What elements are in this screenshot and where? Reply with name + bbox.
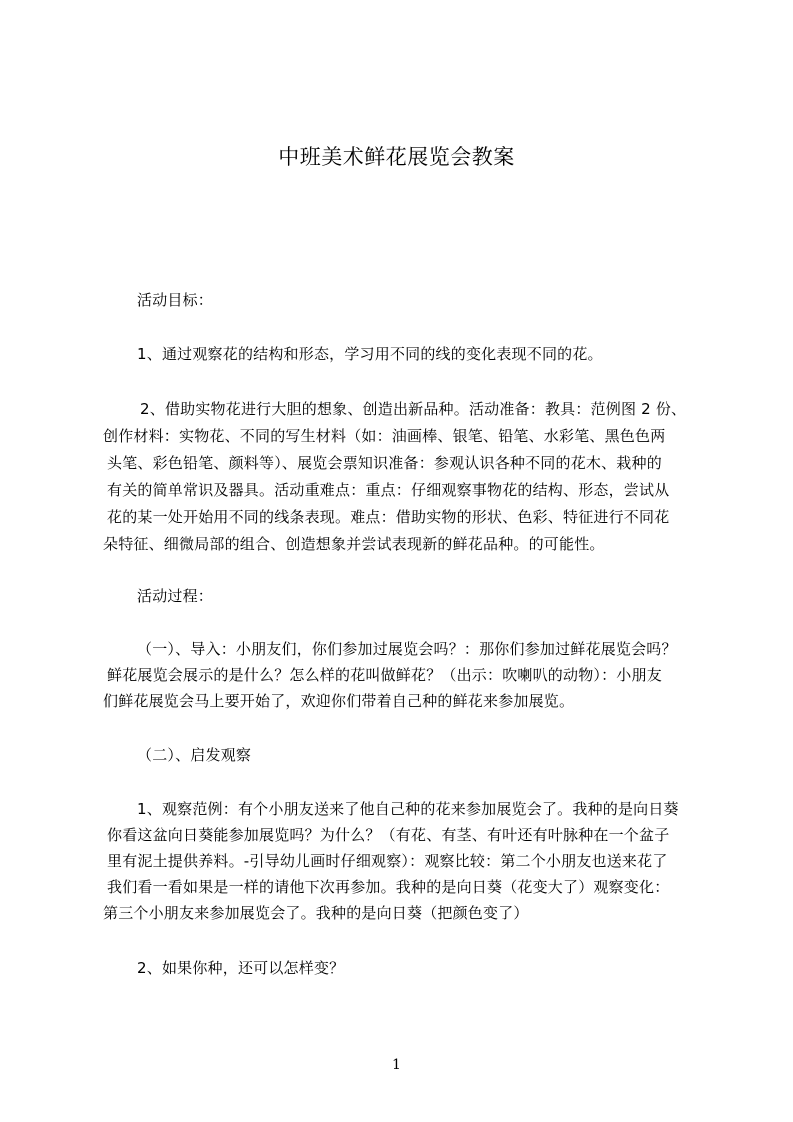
document-title: 中班美术鲜花展览会教案	[278, 145, 515, 169]
paragraph-line: 有关的简单常识及器具。活动重难点：重点：仔细观察事物花的结构、形态，尝试从	[107, 481, 670, 499]
paragraph-line: 创作材料：实物花、不同的写生材料（如：油画棒、银笔、铅笔、水彩笔、黑色色两	[103, 427, 666, 445]
paragraph-line: 们鲜花展览会马上要开始了，欢迎你们带着自己种的鲜花来参加展览。	[103, 692, 575, 710]
paragraph-line: 鲜花展览会展示的是什么？怎么样的花叫做鲜花？（出示：吹喇叭的动物）：小朋友	[107, 666, 662, 684]
paragraph-line: 1、通过观察花的结构和形态，学习用不同的线的变化表现不同的花。	[137, 345, 603, 363]
paragraph-line: 2、借助实物花进行大胆的想象、创造出新品种。活动准备：教具：范例图 2 份、	[140, 400, 687, 418]
section-subheading: （二）、启发观察	[137, 746, 252, 764]
paragraph-line: 里有泥土提供养料。-引导幼儿画时仔细观察）：观察比较：第二个小朋友也送来花了	[107, 852, 668, 870]
paragraph-line: 朵特征、细微局部的组合、创造想象并尝试表现新的鲜花品种。的可能性。	[103, 535, 605, 553]
section-heading-goals: 活动目标：	[137, 291, 214, 309]
paragraph-line: 1、观察范例：有个小朋友送来了他自己种的花来参加展览会了。我种的是向日葵	[137, 800, 679, 818]
paragraph-line: （一）、导入：小朋友们，你们参加过展览会吗？：那你们参加过鲜花展览会吗？	[137, 640, 677, 658]
paragraph-line: 第三个小朋友来参加展览会了。我种的是向日葵（把颜色变了）	[103, 904, 529, 922]
paragraph-line: 2、如果你种，还可以怎样变？	[137, 959, 345, 977]
paragraph-line: 头笔、彩色铅笔、颜料等）、展览会票知识准备：参观认识各种不同的花木、栽种的	[107, 454, 662, 472]
page-number: 1	[392, 1057, 401, 1073]
paragraph-line: 花的某一处开始用不同的线条表现。难点：借助实物的形状、色彩、特征进行不同花	[107, 508, 670, 526]
section-heading-process: 活动过程：	[137, 587, 214, 605]
paragraph-line: 你看这盆向日葵能参加展览吗？为什么？（有花、有茎、有叶还有叶脉种在一个盆子	[107, 826, 670, 844]
paragraph-line: 我们看一看如果是一样的请他下次再参加。我种的是向日葵（花变大了）观察变化：	[107, 878, 670, 896]
